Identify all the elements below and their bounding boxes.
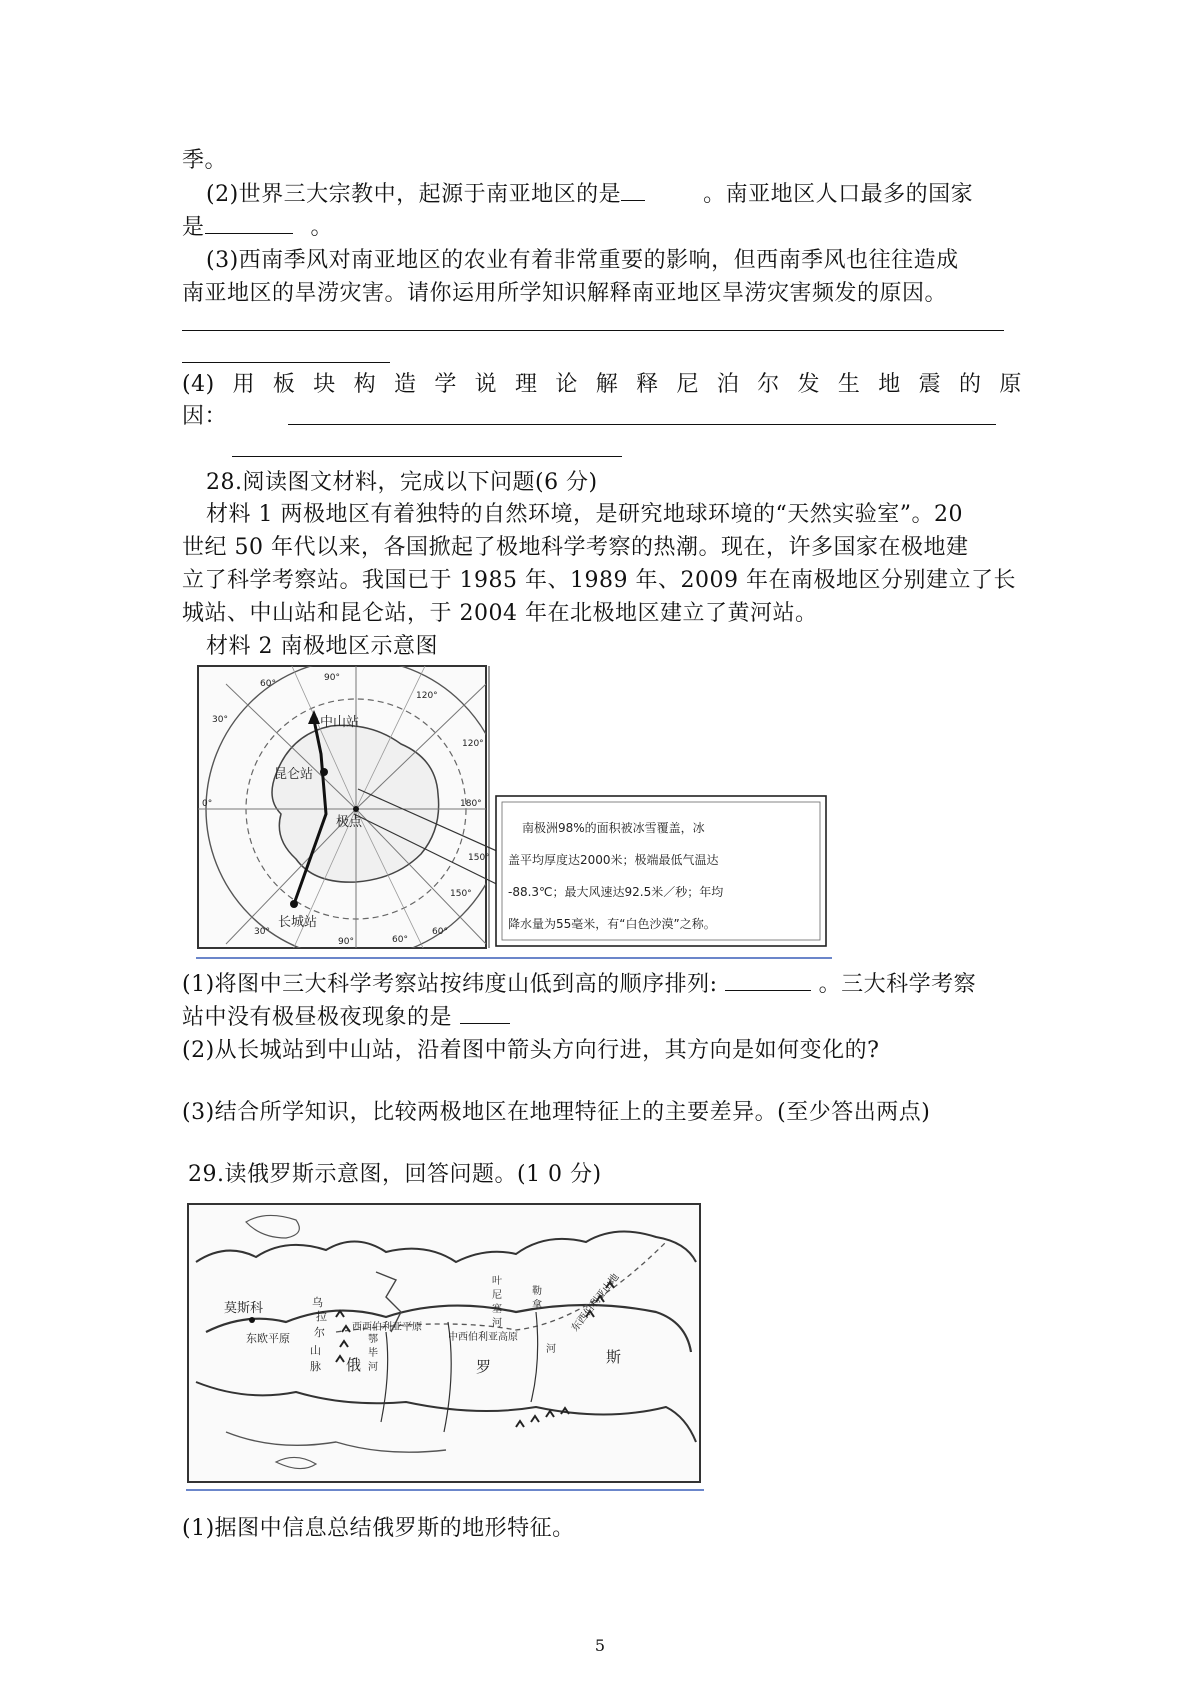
map-degree-label: 60° xyxy=(260,679,276,689)
map-station-label: 中山站 xyxy=(320,715,360,730)
q27-part4-char: 说 xyxy=(474,372,498,397)
map-place-label: 鄂 xyxy=(368,1334,378,1345)
q27-part4-line-b: 因： xyxy=(182,404,228,429)
map-place-label: 乌 xyxy=(312,1296,323,1309)
q28-title: 28.阅读图文材料，完成以下问题(6 分) xyxy=(206,470,598,495)
map-degree-label: 120° xyxy=(416,691,438,701)
map-place-label: 河 xyxy=(492,1318,502,1329)
answer-line[interactable] xyxy=(182,362,390,363)
answer-line[interactable] xyxy=(288,424,996,425)
map-place-label: 河 xyxy=(368,1362,378,1373)
q27-part2-text-d: 。 xyxy=(310,215,334,240)
q29-question-1: (1)据图中信息总结俄罗斯的地形特征。 xyxy=(182,1516,575,1541)
q27-part4-char: 学 xyxy=(434,372,457,397)
q27-part4-char: 泊 xyxy=(716,372,740,397)
map-degree-label: 90° xyxy=(324,673,340,683)
q28-question-1-cont xyxy=(182,1003,510,1033)
map-place-label: 拿 xyxy=(532,1300,542,1311)
q27-part2-cont xyxy=(182,213,333,243)
map-place-label: 中西伯利亚高原 xyxy=(448,1332,518,1343)
map-place-label: 东西伯利亚山地 xyxy=(569,1271,622,1334)
q27-part4-char: 构 xyxy=(353,372,377,397)
q27-part4-char: 造 xyxy=(393,372,417,397)
q28-question-1 xyxy=(182,970,976,1000)
q28-question-2: (2)从长城站到中山站，沿着图中箭头方向行进，其方向是如何变化的? xyxy=(182,1038,880,1063)
q27-part4-char: 发 xyxy=(797,372,821,397)
map-station-label: 昆仑站 xyxy=(274,767,314,782)
q27-part4-char: 论 xyxy=(555,372,578,397)
q28-material1-line: 世纪 50 年代以来，各国掀起了极地科学考察的热潮。现在，许多国家在极地建 xyxy=(182,535,969,560)
q27-part4-char: 地 xyxy=(878,372,901,397)
answer-line[interactable] xyxy=(232,456,622,457)
map-note-line: -88.3℃；最大风速达92.5米／秒；年均 xyxy=(508,885,724,899)
map-degree-label: 30° xyxy=(212,715,228,725)
q27-part4-char: 原 xyxy=(999,372,1022,397)
q27-part4-char: 用 xyxy=(232,372,256,397)
q27-part2-text-c: 是 xyxy=(182,215,205,240)
q27-part4-char: 理 xyxy=(515,372,538,397)
map-station-label: 长城站 xyxy=(278,915,318,930)
q27-part4-char: (4) xyxy=(182,372,215,397)
map-note-line: 降水量为55毫米，有“白色沙漠”之称。 xyxy=(508,917,716,931)
q27-part3-line-a: (3)西南季风对南亚地区的农业有着非常重要的影响，但西南季风也往往造成 xyxy=(206,248,959,273)
map-place-label: 叶 xyxy=(492,1276,502,1287)
map-place-label: 毕 xyxy=(368,1348,378,1359)
q28-question-3: (3)结合所学知识，比较两极地区在地理特征上的主要差异。(至少答出两点) xyxy=(182,1100,931,1125)
map-degree-label: 30° xyxy=(254,927,270,937)
map-place-label: 脉 xyxy=(310,1360,321,1373)
q27-part2-text-b: 。南亚地区人口最多的国家 xyxy=(703,182,974,207)
map-place-label: 拉 xyxy=(316,1310,327,1323)
map-place-label: 尔 xyxy=(314,1326,325,1339)
q27-part4-char: 释 xyxy=(636,372,659,397)
q27-part2-text-a: (2)世界三大宗教中，起源于南亚地区的是 xyxy=(206,182,622,207)
q28-material1-line: 城站、中山站和昆仑站，于 2004 年在北极地区建立了黄河站。 xyxy=(182,601,818,626)
q27-part4-char: 的 xyxy=(958,372,982,397)
antarctica-map xyxy=(196,664,836,964)
map-place-label: 山 xyxy=(310,1344,321,1357)
map-place-label: 东欧平原 xyxy=(246,1332,290,1345)
map-degree-label: 180° xyxy=(460,799,482,809)
answer-line[interactable] xyxy=(182,330,1004,331)
russia-map xyxy=(186,1202,706,1492)
map-place-label: 尼 xyxy=(492,1290,502,1301)
q28-question-1-text-b: 。三大科学考察 xyxy=(818,972,977,997)
q27-part3-line-b: 南亚地区的旱涝灾害。请你运用所学知识解释南亚地区旱涝灾害频发的原因。 xyxy=(182,281,948,306)
q29-title: 29.读俄罗斯示意图，回答问题。(1 0 分) xyxy=(188,1162,602,1187)
q27-part4-char: 块 xyxy=(313,372,336,397)
latitude-order-blank[interactable] xyxy=(725,970,811,991)
no-polar-day-blank[interactable] xyxy=(460,1003,510,1024)
q27-part4-char: 尼 xyxy=(676,372,699,397)
map-place-label: 塞 xyxy=(492,1304,502,1315)
q27-part4-line-a xyxy=(182,370,1022,400)
map-degree-label: 150° xyxy=(450,889,472,899)
q28-question-1-text-c: 站中没有极昼极夜现象的是 xyxy=(182,1005,453,1030)
q27-part4-char: 尔 xyxy=(757,372,780,397)
map-degree-label: 90° xyxy=(338,937,354,947)
q28-material1-line: 材料 1 两极地区有着独特的自然环境，是研究地球环境的“天然实验室”。20 xyxy=(206,502,963,527)
q27-part4-char: 生 xyxy=(837,372,861,397)
religion-answer-blank[interactable] xyxy=(621,180,645,201)
map-degree-label: 60° xyxy=(392,935,408,945)
q28-material1-line: 立了科学考察站。我国已于 1985 年、1989 年、2009 年在南极地区分别建立了长 xyxy=(182,568,1016,593)
map-degree-label: 60° xyxy=(432,927,448,937)
map-degree-label: 120° xyxy=(462,739,484,749)
map-country-label: 俄 xyxy=(346,1356,362,1374)
map-note-line: 南极洲98%的面积被冰雪覆盖，冰 xyxy=(522,821,705,835)
map-place-label: 河 xyxy=(546,1344,556,1355)
country-answer-blank[interactable] xyxy=(205,213,293,234)
q28-material2-caption: 材料 2 南极地区示意图 xyxy=(206,634,438,659)
q27-part4-char: 板 xyxy=(272,372,296,397)
q27-part4-char: 解 xyxy=(595,372,619,397)
q28-question-1-text-a: (1)将图中三大科学考察站按纬度山低到高的顺序排列: xyxy=(182,972,718,997)
q27-line-0: 季。 xyxy=(182,148,228,173)
map-place-label: 勒 xyxy=(532,1286,542,1297)
map-place-label: 西西伯利亚平原 xyxy=(352,1322,422,1333)
map-country-label: 斯 xyxy=(606,1348,622,1366)
q27-part2 xyxy=(206,180,973,210)
q27-part4-char: 震 xyxy=(918,372,942,397)
map-pole-label: 极点 xyxy=(336,815,363,830)
page-number: 5 xyxy=(594,1636,606,1655)
map-degree-label: 0° xyxy=(202,799,213,809)
map-country-label: 罗 xyxy=(476,1358,492,1376)
map-note-line: 盖平均厚度达2000米；极端最低气温达 xyxy=(508,853,719,867)
map-place-label: 莫斯科 xyxy=(224,1301,264,1316)
map-degree-label: 150° xyxy=(468,853,490,863)
